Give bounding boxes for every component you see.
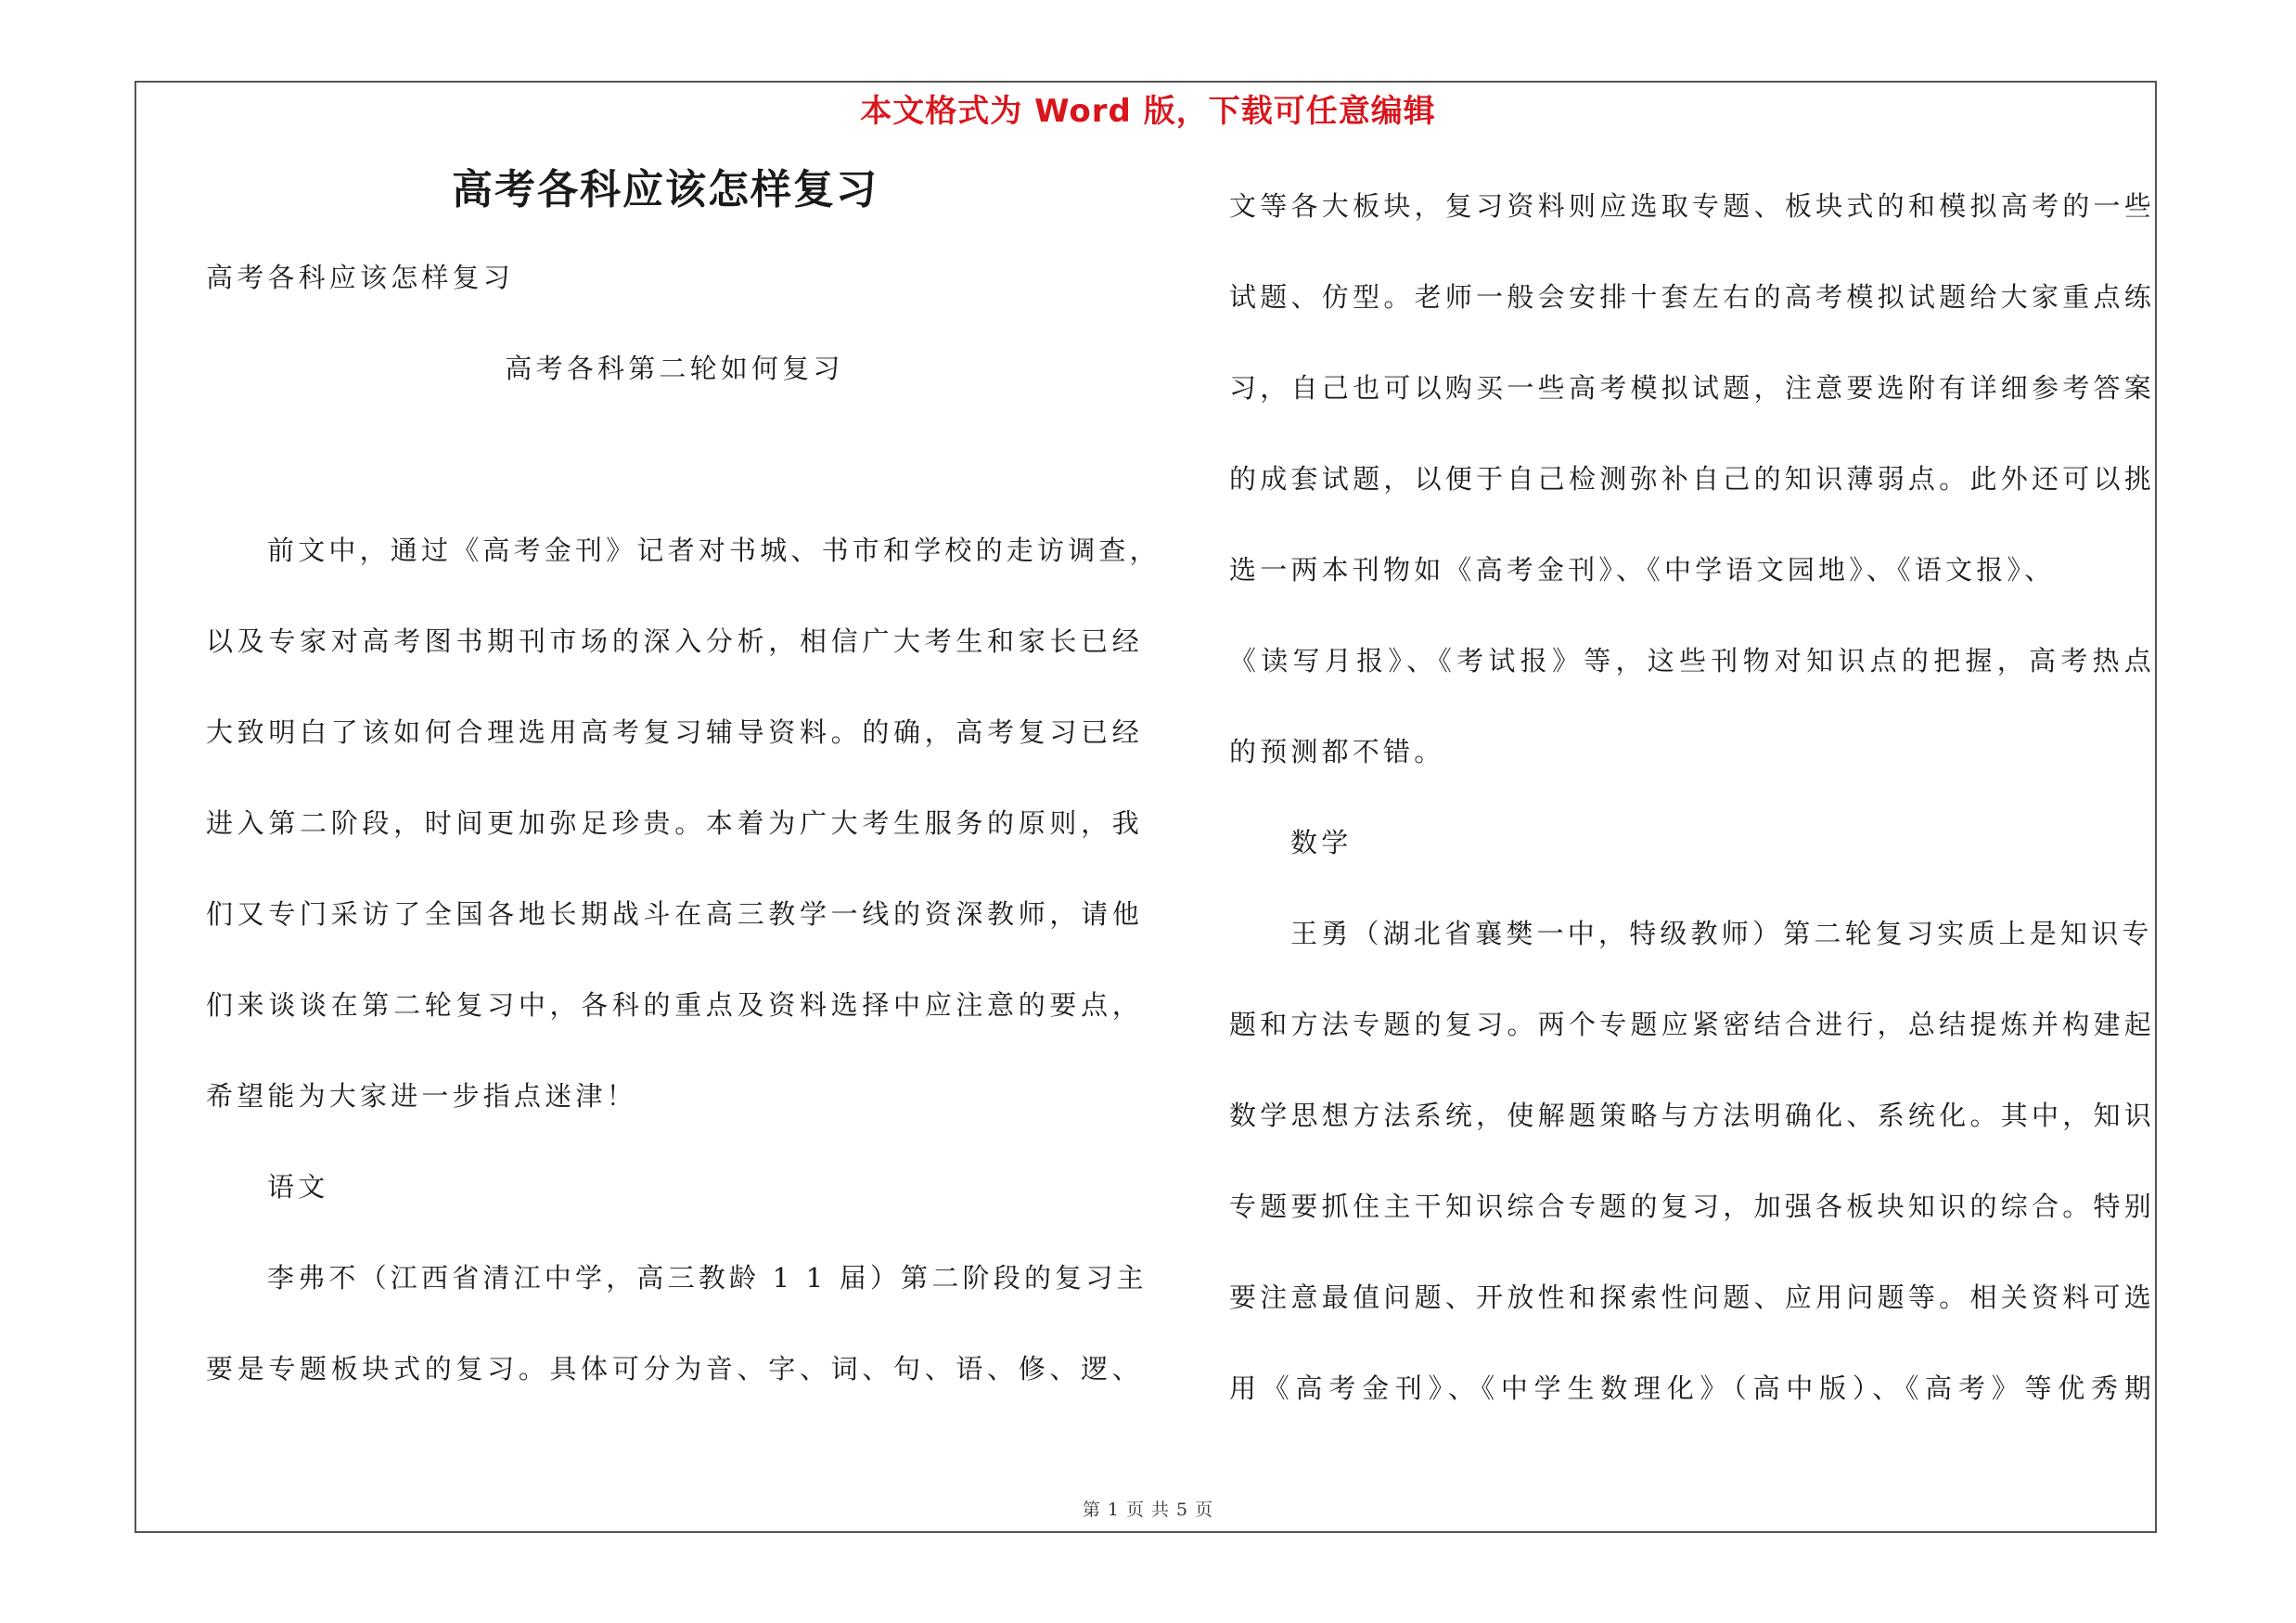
paragraph-line: 数学思想方法系统，使解题策略与方法明确化、系统化。其中，知识 [1229, 1100, 2155, 1131]
paragraph-line: 要注意最值问题、开放性和探索性问题、应用问题等。相关资料可选 [1229, 1282, 2155, 1313]
right-column [1229, 186, 2155, 1459]
paragraph-line: 文等各大板块，复习资料则应选取专题、板块式的和模拟高考的一些 [1229, 190, 2155, 222]
paragraph-line: 李弗不（江西省清江中学，高三教龄 1 1 届）第二阶段的复习主 [267, 1262, 1148, 1294]
word-format-banner: 本文格式为 Word 版，下载可任意编辑 [860, 93, 1436, 130]
subtitle-left: 高考各科应该怎样复习 [206, 262, 515, 293]
paragraph-line: 们来谈谈在第二轮复习中，各科的重点及资料选择中应注意的要点， [206, 989, 1143, 1021]
section-heading-yuwen: 语文 [267, 1171, 329, 1203]
subtitle-center: 高考各科第二轮如何复习 [505, 353, 844, 384]
paragraph-line: 希望能为大家进一步指点迷津！ [206, 1080, 637, 1112]
paragraph-line: 《读写月报》、《考试报》等，这些刊物对知识点的把握，高考热点 [1229, 645, 2155, 676]
paragraph-line: 前文中，通过《高考金刊》记者对书城、书市和学校的走访调查， [267, 535, 1161, 566]
section-heading-shuxue: 数学 [1290, 827, 1353, 858]
blank-line [206, 439, 1143, 530]
paragraph-line: 以及专家对高考图书期刊市场的深入分析，相信广大考生和家长已经 [206, 625, 1143, 657]
paragraph-line: 们又专门采访了全国各地长期战斗在高三教学一线的资深教师，请他 [206, 898, 1143, 930]
paragraph-line: 进入第二阶段，时间更加弥足珍贵。本着为广大考生服务的原则，我 [206, 807, 1143, 839]
paragraph-line: 选一两本刊物如《高考金刊》、《中学语文园地》、《语文报》、 [1229, 554, 2056, 586]
paragraph-line: 专题要抓住主干知识综合专题的复习，加强各板块知识的综合。特别 [1229, 1191, 2155, 1222]
paragraph-line: 的预测都不错。 [1229, 736, 1445, 767]
paragraph-line: 试题、仿型。老师一般会安排十套左右的高考模拟试题给大家重点练 [1229, 281, 2155, 313]
paragraph-line: 王勇（湖北省襄樊一中，特级教师）第二轮复习实质上是知识专 [1290, 918, 2153, 949]
left-column [206, 144, 1161, 1439]
paragraph-line: 大致明白了该如何合理选用高考复习辅导资料。的确，高考复习已经 [206, 716, 1143, 748]
paragraph-line: 用《高考金刊》、《中学生数理化》（高中版）、《高考》等优秀期 [1229, 1372, 2155, 1404]
paragraph-line: 的成套试题，以便于自己检测弥补自己的知识薄弱点。此外还可以挑 [1229, 463, 2155, 495]
document-title: 高考各科应该怎样复习 [452, 166, 879, 213]
page-number-footer: 第 1 页 共 5 页 [1082, 1500, 1214, 1520]
paragraph-line: 习，自己也可以购买一些高考模拟试题，注意要选附有详细参考答案 [1229, 372, 2155, 404]
paragraph-line: 题和方法专题的复习。两个专题应紧密结合进行，总结提炼并构建起 [1229, 1009, 2155, 1040]
paragraph-line: 要是专题板块式的复习。具体可分为音、字、词、句、语、修、逻、 [206, 1353, 1143, 1385]
